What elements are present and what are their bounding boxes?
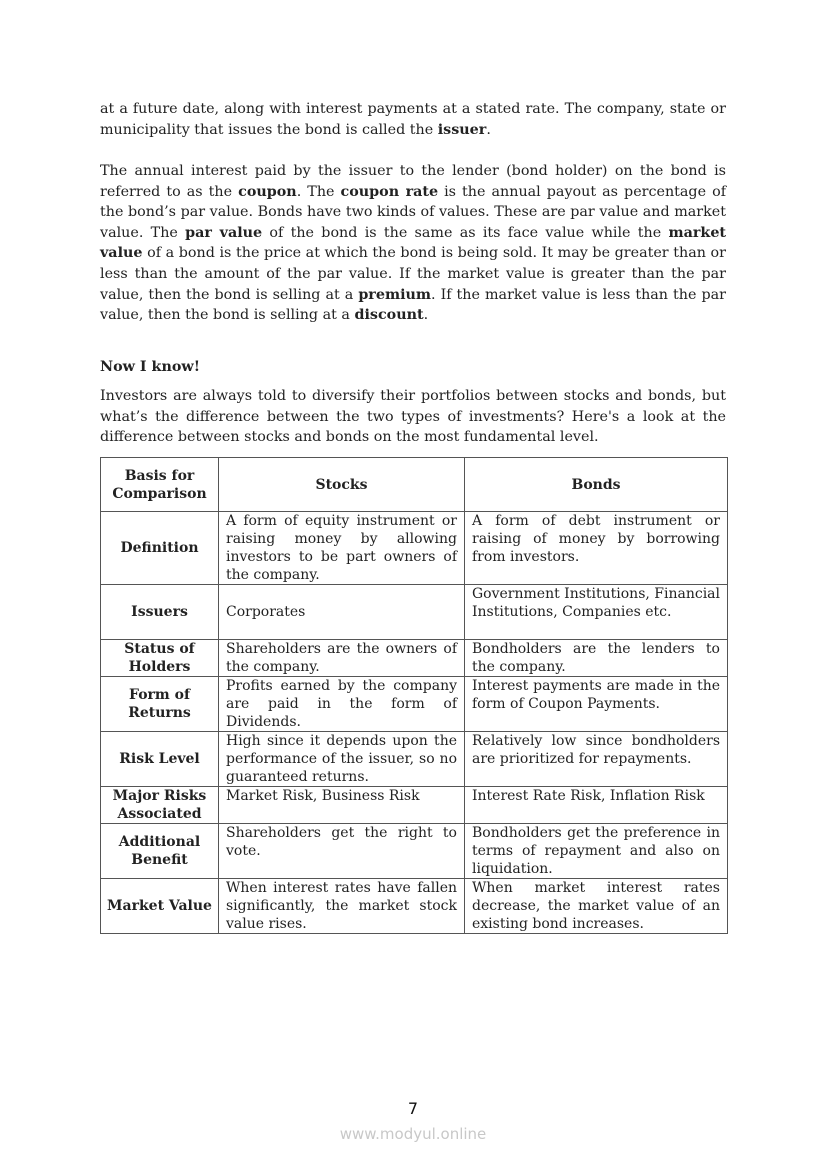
- paragraph-issuer: [100, 99, 726, 140]
- header-stocks: Stocks: [219, 458, 465, 512]
- stocks-cell: High since it depends upon the performance of the issuer, so no guaranteed returns.: [219, 732, 465, 787]
- bonds-cell: Relatively low since bondholders are prioritized for repayments.: [465, 732, 728, 787]
- row-label: Definition: [101, 512, 219, 585]
- paragraph-intro: Investors are always told to diversify their portfolios between stocks and bonds, but what’s the difference between the two types of investments? Here's a look at the difference between stocks and bonds on the most fundamental level.: [100, 388, 726, 446]
- stocks-cell: Market Risk, Business Risk: [219, 787, 465, 824]
- term-premium: premium: [358, 286, 432, 303]
- watermark: www.modyul.online: [339, 1125, 487, 1143]
- text: is the annual payout as percentage of the bond’s par value. Bonds have two kinds of values. These are par value and market value. The: [100, 183, 726, 241]
- row-label: Additional Benefit: [101, 824, 219, 879]
- stocks-cell: Shareholders are the owners of the company.: [219, 640, 465, 677]
- term-coupon: coupon: [238, 183, 297, 200]
- bonds-cell: Interest payments are made in the form of Coupon Payments.: [465, 677, 728, 732]
- stocks-cell: When interest rates have fallen significantly, the market stock value rises.: [219, 879, 465, 934]
- row-label: Issuers: [101, 585, 219, 640]
- row-label: Market Value: [101, 879, 219, 934]
- table-header-row: [101, 458, 728, 512]
- term-coupon-rate: coupon rate: [340, 183, 439, 200]
- stocks-cell: Shareholders get the right to vote.: [219, 824, 465, 879]
- text: . If the market value is less than the par value, then the bond is selling at a: [100, 286, 726, 324]
- bonds-cell: Bondholders get the preference in terms of repayment and also on liquidation.: [465, 824, 728, 879]
- stocks-cell: Profits earned by the company are paid in the form of Dividends.: [219, 677, 465, 732]
- page-number: 7: [407, 1099, 419, 1118]
- bonds-cell: When market interest rates decrease, the market value of an existing bond increases.: [465, 879, 728, 934]
- row-label: Major Risks Associated: [101, 787, 219, 824]
- text: The annual interest paid by the issuer to the lender (bond holder) on the bond is referred to as the: [100, 163, 726, 200]
- term-par-value: par value: [185, 224, 263, 241]
- header-basis: Basis for Comparison: [101, 458, 219, 512]
- row-label: Risk Level: [101, 732, 219, 787]
- stocks-cell: Corporates: [219, 585, 465, 640]
- stocks-cell: A form of equity instrument or raising money by allowing investors to be part owners of the company.: [219, 512, 465, 585]
- term-issuer: issuer: [437, 121, 487, 138]
- table-row: [101, 585, 728, 640]
- bonds-cell: Interest Rate Risk, Inflation Risk: [465, 787, 728, 824]
- table-row: [101, 512, 728, 585]
- term-market-value: market value: [100, 224, 727, 262]
- text: . The: [296, 183, 341, 200]
- text: .: [423, 307, 429, 324]
- text: .: [486, 121, 491, 138]
- text: at a future date, along with interest payments at a stated rate. The company, state or municipality that issues the bond is called the: [100, 101, 726, 138]
- paragraph-coupon: [100, 161, 726, 326]
- table-row: [101, 677, 728, 732]
- section-heading: Now I know!: [100, 359, 200, 375]
- bonds-cell: Bondholders are the lenders to the company.: [465, 640, 728, 677]
- table-row: [101, 824, 728, 879]
- term-discount: discount: [354, 307, 424, 324]
- table-row: [101, 732, 728, 787]
- table-row: [101, 787, 728, 824]
- comparison-table: [100, 457, 728, 934]
- header-bonds: Bonds: [465, 458, 728, 512]
- bonds-cell: A form of debt instrument or raising of money by borrowing from investors.: [465, 512, 728, 585]
- table-row: [101, 879, 728, 934]
- row-label: Form of Returns: [101, 677, 219, 732]
- row-label: Status of Holders: [101, 640, 219, 677]
- text: of the bond is the same as its face value while the: [262, 224, 669, 241]
- text: of a bond is the price at which the bond is being sold. It may be greater than or less than the amount of the par value. If the market value is greater than the par value, then the bond is selling at a: [100, 245, 726, 303]
- bonds-cell: Government Institutions, Financial Institutions, Companies etc.: [465, 585, 728, 640]
- table-row: [101, 640, 728, 677]
